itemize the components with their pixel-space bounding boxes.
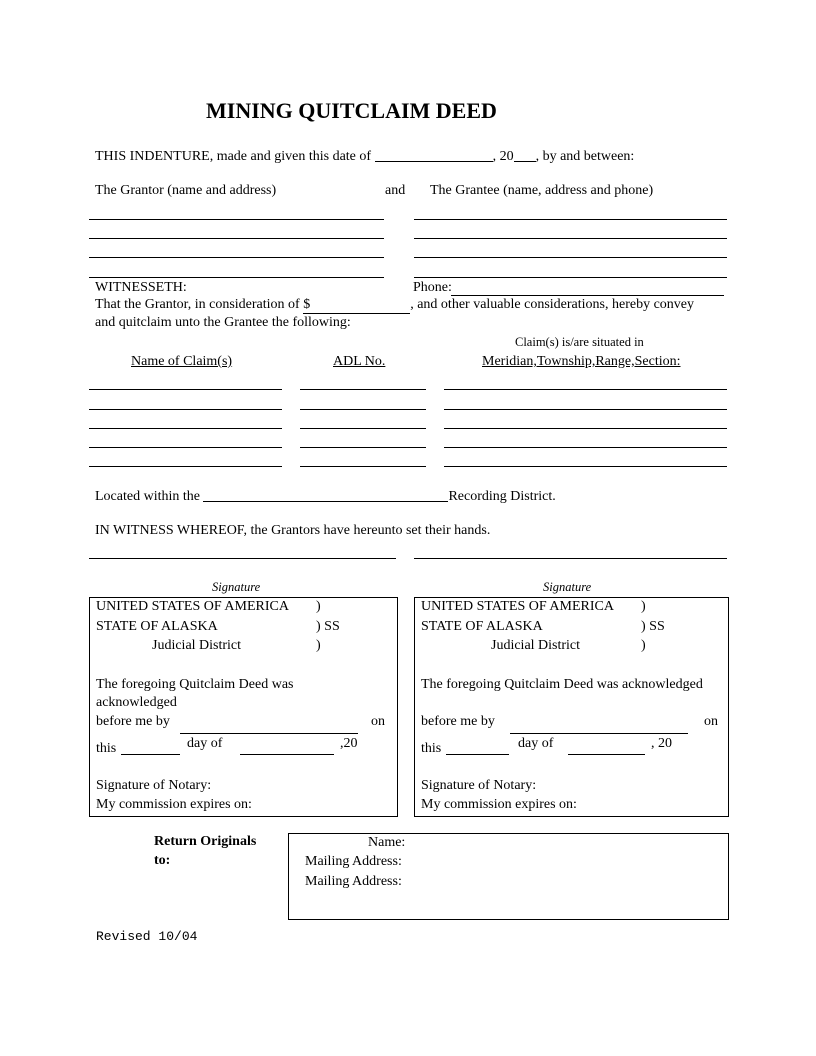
return-label-to: to: [154,853,171,868]
claim-location-line[interactable] [444,447,727,448]
indenture-line [95,147,634,165]
claim-name-line[interactable] [89,447,282,448]
signature-caption: Signature [543,580,592,594]
return-mailing-label: Mailing Address: [305,854,402,869]
grantor-signature-line[interactable] [89,558,396,559]
notary-ack-text: The foregoing Quitclaim Deed was [96,677,294,692]
grantor-line[interactable] [89,257,384,258]
claim-name-line[interactable] [89,428,282,429]
return-mailing-label: Mailing Address: [305,874,402,889]
recording-prefix: Located within the [95,489,200,504]
signature-caption: Signature [212,580,261,594]
claim-name-line[interactable] [89,409,282,410]
claim-adl-line[interactable] [300,409,426,410]
notary-judicial: Judicial District [491,638,581,653]
grantor-line[interactable] [89,238,384,239]
indenture-date-field[interactable] [375,147,493,162]
claim-location-line[interactable] [444,466,727,467]
notary-name-field[interactable] [180,733,358,734]
grantee-line[interactable] [414,219,727,220]
phone-label: Phone: [413,280,452,295]
notary-month-field[interactable] [240,754,334,755]
page-title: MINING QUITCLAIM DEED [206,98,497,123]
consideration-prefix: That the Grantor, in consideration of [95,297,300,312]
phone-field[interactable] [451,295,724,296]
revised-note: Revised 10/04 [96,929,198,944]
notary-day-of: day of [518,736,554,751]
dollar-sign: $ [303,297,311,312]
grantee-line[interactable] [414,277,727,278]
notary-on: on [371,714,385,729]
notary-this: this [421,741,442,756]
claim-adl-line[interactable] [300,389,426,390]
situated-note: Claim(s) is/are situated in [515,335,644,349]
return-address-box[interactable] [288,833,729,920]
col-location-header: Meridian,Township,Range,Section: [482,354,681,369]
claim-location-line[interactable] [444,389,727,390]
notary-ack-text: The foregoing Quitclaim Deed was acknowledged [421,677,703,692]
notary-state: STATE OF ALASKA [96,619,218,634]
notary-signature-label: Signature of Notary: [96,778,212,793]
claim-name-line[interactable] [89,466,282,467]
notary-before-me: before me by [96,714,170,729]
consideration-amount-field[interactable] [303,297,410,314]
notary-state: STATE OF ALASKA [421,619,543,634]
recording-line [95,487,556,505]
notary-before-me: before me by [421,714,495,729]
indenture-year-prefix: , 20 [492,149,514,164]
notary-name-field[interactable] [510,733,688,734]
witness-whereof-text: IN WITNESS WHEREOF, the Grantors have hereunto set their hands. [95,523,491,538]
indenture-prefix: THIS INDENTURE, made and given this date of [95,149,372,164]
notary-commission-label: My commission expires on: [421,797,577,812]
notary-day-field[interactable] [446,754,509,755]
grantor-line[interactable] [89,277,384,278]
notary-paren: ) [641,638,646,653]
notary-ack-text: acknowledged [96,695,177,710]
notary-commission-label: My commission expires on: [96,797,252,812]
claim-adl-line[interactable] [300,447,426,448]
notary-paren: ) [316,599,321,614]
claim-adl-line[interactable] [300,466,426,467]
continuation-text: and quitclaim unto the Grantee the following: [95,315,351,330]
notary-day-of: day of [187,736,223,751]
claim-adl-line[interactable] [300,428,426,429]
grantee-line[interactable] [414,238,727,239]
notary-signature-label: Signature of Notary: [421,778,537,793]
and-label: and [385,183,406,198]
recording-district-field[interactable] [203,487,448,502]
notary-judicial: Judicial District [152,638,242,653]
notary-ss: ) SS [316,619,340,634]
notary-paren: ) [641,599,646,614]
consideration-suffix: , and other valuable considerations, hereby convey [410,297,695,312]
notary-year: , 20 [651,736,672,751]
notary-on: on [704,714,718,729]
consideration-line [95,297,694,314]
col-name-header: Name of Claim(s) [131,354,233,369]
grantor-line[interactable] [89,219,384,220]
notary-usa: UNITED STATES OF AMERICA [96,599,289,614]
claim-location-line[interactable] [444,409,727,410]
grantee-line[interactable] [414,257,727,258]
return-label: Return Originals [154,834,257,849]
claim-name-line[interactable] [89,389,282,390]
notary-box-right [414,597,729,817]
notary-this: this [96,741,117,756]
notary-month-field[interactable] [568,754,645,755]
notary-paren: ) [316,638,321,653]
notary-box-left [89,597,398,817]
notary-usa: UNITED STATES OF AMERICA [421,599,614,614]
notary-day-field[interactable] [121,754,180,755]
grantor-label: The Grantor (name and address) [95,183,277,198]
col-adl-header: ADL No. [333,354,386,369]
witnesseth-label: WITNESSETH: [95,280,187,295]
grantee-label: The Grantee (name, address and phone) [430,183,654,198]
return-name-label: Name: [368,835,406,850]
indenture-suffix: , by and between: [535,149,635,164]
recording-suffix: Recording District. [448,489,556,504]
notary-ss: ) SS [641,619,665,634]
grantor-signature-line[interactable] [414,558,727,559]
claim-location-line[interactable] [444,428,727,429]
indenture-year-field[interactable] [514,147,536,162]
notary-year: ,20 [340,736,358,751]
